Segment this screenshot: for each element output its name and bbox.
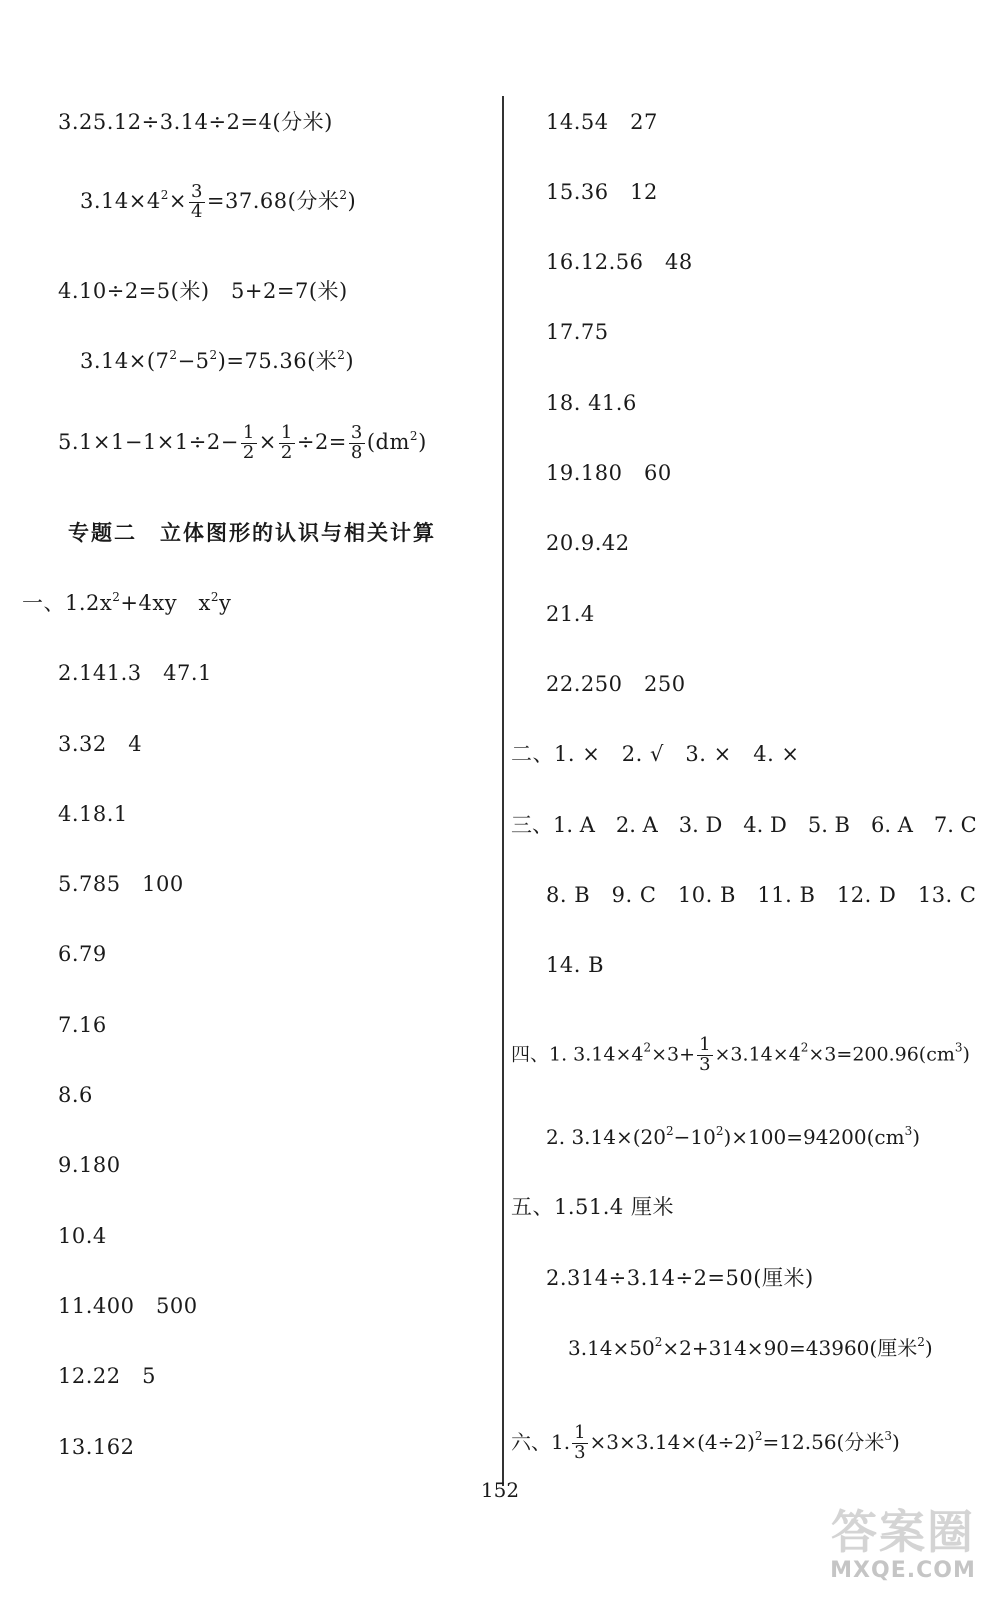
- fraction: $\frac{1}{2}$: [280, 422, 293, 463]
- answer-line: 五、1.51.4 厘米: [511, 1195, 674, 1219]
- answer-line: 15.36 12: [546, 180, 658, 204]
- answer-line: 7.16: [58, 1013, 107, 1037]
- answer-line: 14.54 27: [546, 110, 658, 134]
- answer-line: 22.250 250: [546, 672, 686, 696]
- answer-line: 17.75: [546, 320, 609, 344]
- answer-line: 5.785 100: [58, 872, 184, 896]
- answer-line: $3.14\times 50^2\times 2+314\times 90=43960$(厘米$^2$): [568, 1335, 933, 1360]
- answer-line: 8.6: [58, 1083, 93, 1107]
- answer-line: 11.400 500: [58, 1294, 198, 1318]
- fraction: $\frac{3}{8}$: [350, 422, 363, 463]
- fraction: $\frac{1}{3}$: [574, 1422, 586, 1463]
- answer-line: $3.14\times(7^2-5^2)=75.36$(米$^2$): [80, 348, 355, 373]
- answer-line: 六、1. $\frac{1}{3}$ $\times 3\times 3.14\times(4\div 2)^2=12.56$(分米$^3$): [511, 1422, 900, 1463]
- section-heading: 专题二 立体图形的认识与相关计算: [68, 521, 436, 545]
- answer-line: 2.314÷3.14÷2=50(厘米): [546, 1266, 814, 1290]
- answer-line: 四、1. $3.14\times 4^2\times 3+$ $\frac{1}{3}$ $\times 3.14\times 4^2\times 3=200.96(cm^3)$: [511, 1034, 970, 1075]
- answer-line: 三、1. A 2. A 3. D 4. D 5. B 6. A 7. C: [511, 813, 977, 837]
- watermark-logo: [818, 1496, 988, 1596]
- fraction: $\frac{1}{2}$: [242, 422, 255, 463]
- answer-line: 4.10÷2=5(米) 5+2=7(米): [58, 279, 348, 303]
- answer-line: 6.79: [58, 942, 107, 966]
- answer-line: 一、$1.2x^2+4xy$ $x^2y$: [22, 590, 232, 615]
- answer-line: 二、1. × 2. √ 3. × 4. ×: [511, 742, 800, 766]
- answer-line: 20.9.42: [546, 531, 630, 555]
- answer-line: 5.1×1−1×1÷2− $\frac{1}{2}$ × $\frac{1}{2}$ ÷2= $\frac{3}{8}$ $(dm^2)$: [58, 422, 427, 463]
- fraction: $\frac{3}{4}$: [190, 181, 203, 222]
- answer-line: 19.180 60: [546, 461, 672, 485]
- answer-line: 2.141.3 47.1: [58, 661, 212, 685]
- answer-line: 16.12.56 48: [546, 250, 693, 274]
- answer-line: 12.22 5: [58, 1364, 156, 1388]
- answer-line: 14. B: [546, 953, 605, 977]
- watermark-url: MXQE.COM: [830, 1558, 976, 1583]
- answer-line: 8. B 9. C 10. B 11. B 12. D 13. C: [546, 883, 977, 907]
- answer-line: 10.4: [58, 1224, 107, 1248]
- answer-line: 3.32 4: [58, 732, 143, 756]
- answer-line: 3.25.12÷3.14÷2=4(分米): [58, 110, 333, 134]
- column-divider: [502, 96, 504, 1486]
- answer-line: 18. 41.6: [546, 391, 637, 415]
- page-number: 152: [480, 1478, 520, 1502]
- fraction: $\frac{1}{3}$: [699, 1034, 711, 1075]
- answer-line: 13.162: [58, 1435, 135, 1459]
- watermark-text: 答案圈: [831, 1505, 975, 1559]
- answer-line: $3.14\times 4^2\times$ $\frac{3}{4}$ =37.68(分米$^2$): [80, 181, 357, 222]
- answer-line: 2. $3.14\times(20^2-10^2)\times 100=94200(cm^3)$: [546, 1124, 921, 1149]
- answer-line: 9.180: [58, 1153, 121, 1177]
- answer-line: 21.4: [546, 602, 595, 626]
- answer-line: 4.18.1: [58, 802, 128, 826]
